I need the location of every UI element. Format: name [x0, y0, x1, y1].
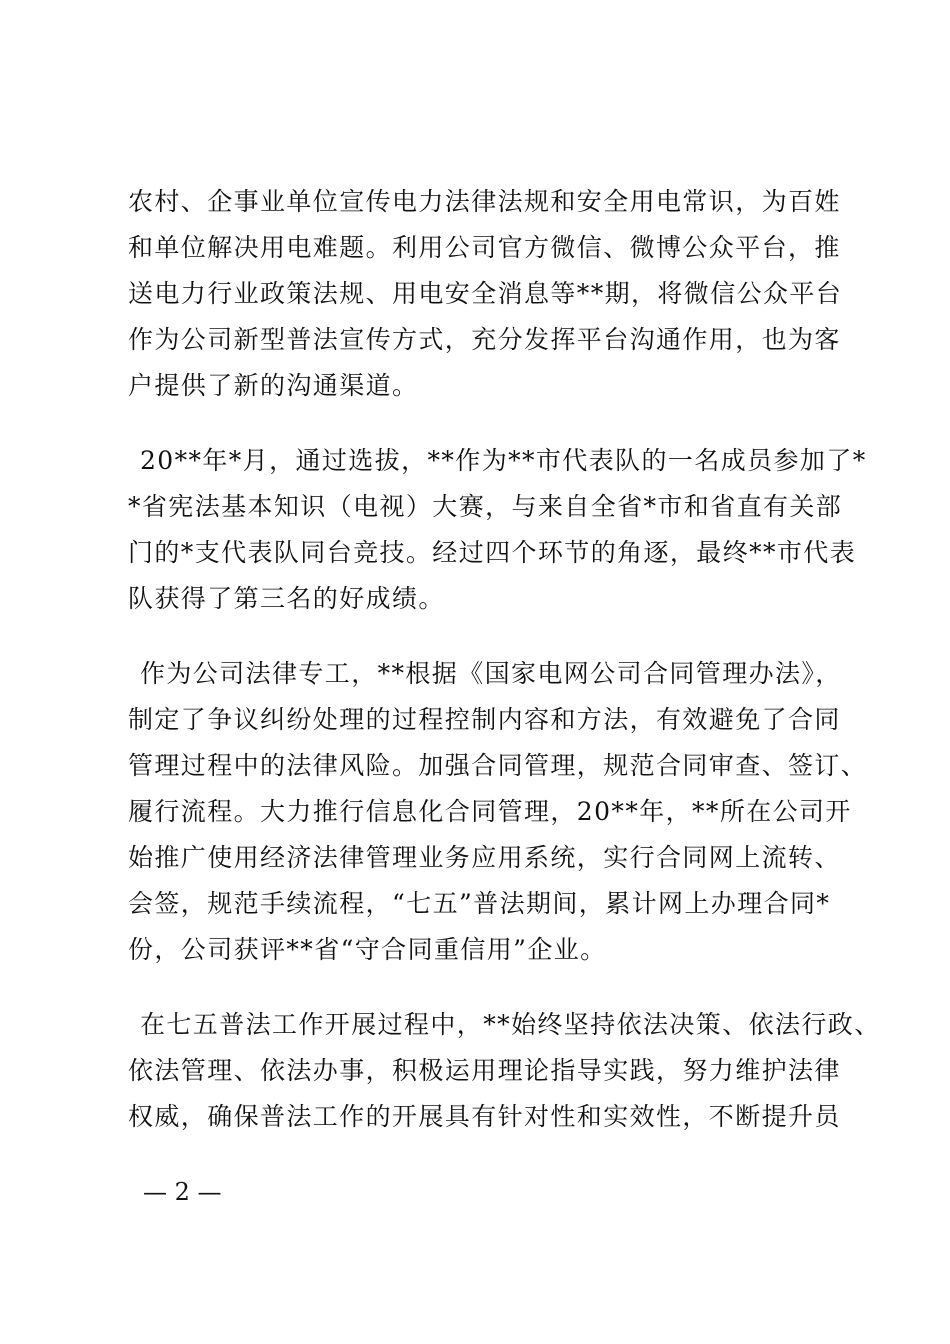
- paragraph-2-line-1: 20**年*月，通过选拔，**作为**市代表队的一名成员参加了*: [140, 446, 867, 475]
- paragraph-2-line-3: 门的*支代表队同台竞技。经过四个环节的角逐，最终**市代表: [128, 538, 857, 567]
- paragraph-1-line-1: 农村、企事业单位宣传电力法律法规和安全用电常识，为百姓: [128, 187, 841, 216]
- paragraph-1-line-3: 送电力行业政策法规、用电安全消息等**期，将微信公众平台: [128, 279, 843, 308]
- paragraph-4-line-2: 依法管理、依法办事，积极运用理论指导实践，努力维护法律: [128, 1056, 841, 1085]
- paragraph-3-line-2: 制定了争议纠纷处理的过程控制内容和方法，有效避免了合同: [128, 705, 841, 734]
- paragraph-3-line-5: 始推广使用经济法律管理业务应用系统，实行合同网上流转、: [128, 843, 841, 872]
- paragraph-2-line-4: 队获得了第三名的好成绩。: [128, 584, 445, 613]
- paragraph-1-line-5: 户提供了新的沟通渠道。: [128, 371, 419, 400]
- paragraph-3-line-6: 会签，规范手续流程，“七五”普法期间，累计网上办理合同*: [128, 889, 831, 918]
- paragraph-4-line-3: 权威，确保普法工作的开展具有针对性和实效性，不断提升员: [128, 1102, 841, 1131]
- paragraph-3-line-4: 履行流程。大力推行信息化合同管理，20**年，**所在公司开: [128, 797, 852, 826]
- paragraph-1-line-2: 和单位解决用电难题。利用公司官方微信、微博公众平台，推: [128, 233, 841, 262]
- paragraph-3-line-3: 管理过程中的法律风险。加强合同管理，规范合同审查、签订、: [128, 751, 868, 780]
- paragraph-2-line-2: *省宪法基本知识（电视）大赛，与来自全省*市和省直有关部: [128, 492, 843, 521]
- paragraph-1-line-4: 作为公司新型普法宣传方式，充分发挥平台沟通作用，也为客: [128, 325, 841, 354]
- paragraph-4-line-1: 在七五普法工作开展过程中，**始终坚持依法决策、依法行政、: [140, 1010, 881, 1039]
- paragraph-3-line-1: 作为公司法律专工，**根据《国家电网公司合同管理办法》，: [140, 659, 842, 688]
- paragraph-3-line-7: 份，公司获评**省“守合同重信用”企业。: [128, 935, 607, 964]
- page-number: — 2 —: [143, 1178, 222, 1206]
